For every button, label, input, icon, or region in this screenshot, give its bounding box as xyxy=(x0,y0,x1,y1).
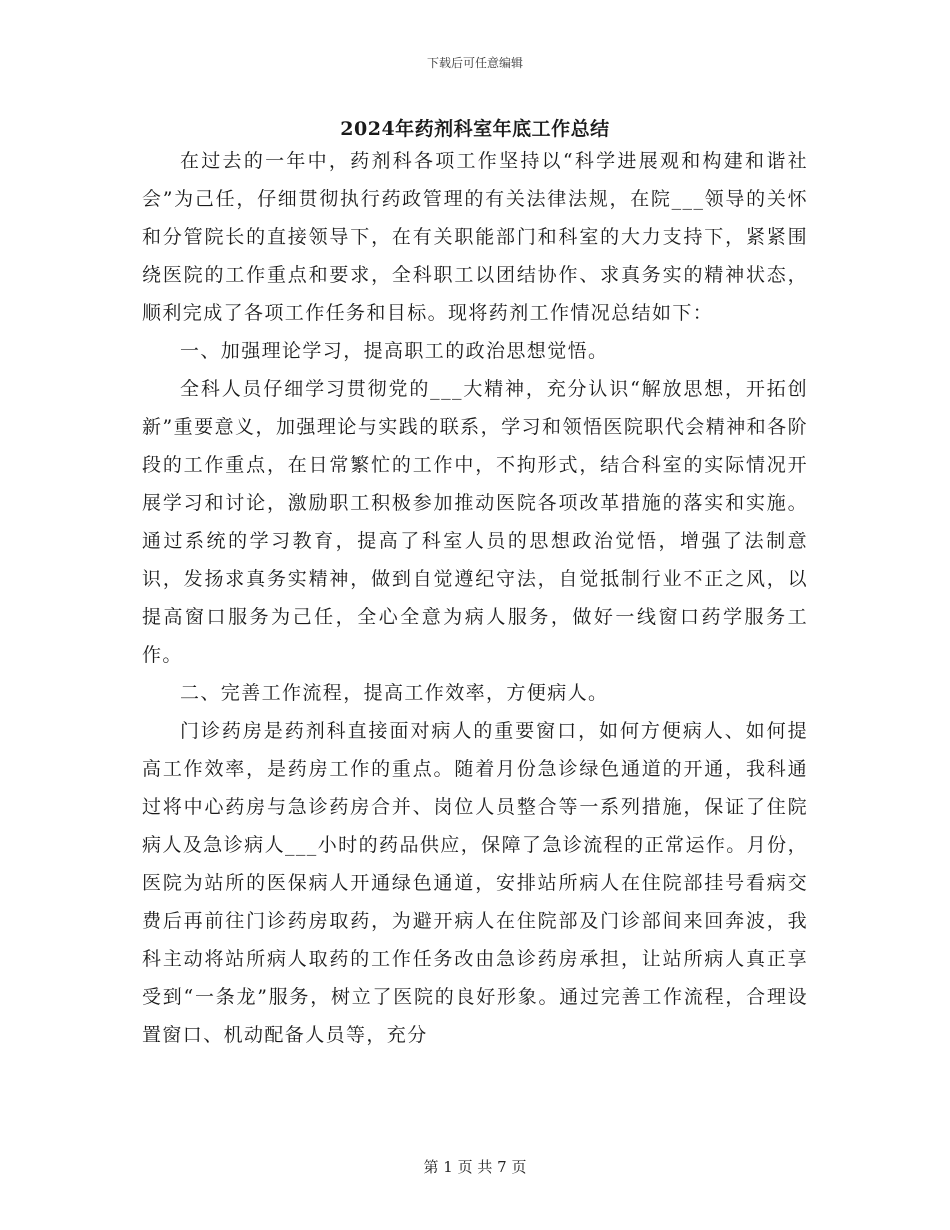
section-heading-1: 一、加强理论学习，提高职工的政治思想觉悟。 xyxy=(180,340,609,362)
paragraph-section-2: 门诊药房是药剂科直接面对病人的重要窗口，如何方便病人、如何提高工作效率，是药房工作的重点。随着月份急诊绿色通道的开通，我科通过将中心药房与急诊药房合并、岗位人员整合等一系列措施，保证了住院病人及急诊病人___小时的药品供应，保障了急诊流程的正常运作。月份，医院为站所的医保病人开通绿色通道，安排站所病人在住院部挂号看病交费后再前往门诊药房取药，为避开病人在住院部及门诊部间来回奔波，我科主动将站所病人取药的工作任务改由急诊药房承担，让站所病人真正享受到“一条龙”服务，树立了医院的良好形象。通过完善工作流程，合理设置窗口、机动配备人员等，充分 xyxy=(142,720,808,1046)
document-body xyxy=(142,142,808,1054)
paragraph-intro: 在过去的一年中，药剂科各项工作坚持以“科学进展观和构建和谐社会”为己任，仔细贯彻执行药政管理的有关法律法规，在院___领导的关怀和分管院长的直接领导下，在有关职能部门和科室的大力支持下，紧紧围绕医院的工作重点和要求，全科职工以团结协作、求真务实的精神状态，顺利完成了各项工作任务和目标。现将药剂工作情况总结如下： xyxy=(142,150,808,324)
header-note: 下载后可任意编辑 xyxy=(426,56,523,70)
paragraph-section-1: 全科人员仔细学习贯彻党的___大精神，充分认识“解放思想，开拓创新”重要意义，加强理论与实践的联系，学习和领悟医院职代会精神和各阶段的工作重点，在日常繁忙的工作中，不拘形式，结合科室的实际情况开展学习和讨论，激励职工积极参加推动医院各项改革措施的落实和实施。通过系统的学习教育，提高了科室人员的思想政治觉悟，增强了法制意识，发扬求真务实精神，做到自觉遵纪守法，自觉抵制行业不正之风，以提高窗口服务为己任，全心全意为病人服务，做好一线窗口药学服务工作。 xyxy=(142,378,808,666)
page-number: 第 1 页 共 7 页 xyxy=(423,1158,527,1176)
section-heading-2: 二、完善工作流程，提高工作效率，方便病人。 xyxy=(180,682,609,704)
document-title: 2024年药剂科室年底工作总结 xyxy=(340,118,610,140)
